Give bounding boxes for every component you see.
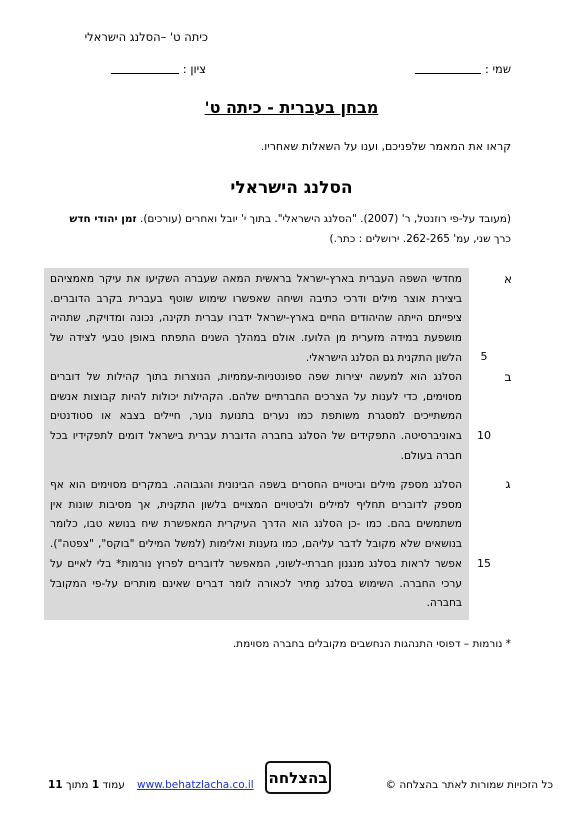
footer-copyright: כל הזכויות שמורות לאתר בהצלחה © xyxy=(385,779,553,791)
line-number-5: 5 xyxy=(480,350,488,363)
exam-title-text: מבחן בעברית - כיתה ט' xyxy=(204,98,379,117)
paragraph-c: הסלנג מספק מילים וביטויים החסרים בשפה הבינונית והגבוהה. במקרים מסוימים הוא אף מספק לדוברים תחליף למילים ולביטויים המצויים בלשון התקנית, אך מסיבות שונות אין משתמשים בהם. כמו -כן הסלנג הוא הדרך העיקרית המאפשרת שיח בנושא טבו, כלומר בנושאים שלא מקובל לדבר עליהם, כמו גזענות ואלימות (למשל המילים "בוקס", "צפטה"). אפשר לראות בסלנג מנגנון חברתי-לשוני, המאפשר לדוברים לפרוץ נורמות* בלי לאיים על ערכי החברה. השימוש בסלנג מַתיר לכאורה לומר דברים שאינם מותרים על-פי המקובל בחברה. xyxy=(50,479,462,610)
source-book-title: זמן יהודי חדש xyxy=(69,213,137,225)
name-field-row xyxy=(412,62,511,76)
paragraph-a: מחדשי השפה העברית בארץ-ישראל בראשית המאה שעברה השקיעו את עיקר מאמציהם ביצירת אוצר מילים ודרכי כתיבה ושיחה שאפשרו שימוש שוטף בעברית בקרב הדוברים. ציפייתם הייתה שהיהודים החיים בארץ-ישראל ידברו עברית תקינה, נכונה ומדויקת, שתהיה מושפעת במידה מזערית מן הלועז. אולם במהלך השנים התפתח באופן טבעי לצידה של הלשון התקנית גם הסלנג הישראלי. xyxy=(50,273,462,364)
behatzlacha-logo: בהצלחה xyxy=(265,761,331,794)
page-word: עמוד xyxy=(102,779,125,791)
page-of: מתוך xyxy=(65,779,89,791)
grade-blank-line xyxy=(111,62,179,74)
exam-title xyxy=(0,98,583,117)
line-number-15: 15 xyxy=(477,557,491,570)
article-body xyxy=(44,268,469,620)
site-link[interactable]: www.behatzlacha.co.il xyxy=(137,779,254,791)
header-title: כיתה ט' –הסלנג הישראלי xyxy=(84,30,208,44)
article-title: הסלנג הישראלי xyxy=(230,178,353,198)
page-total: 11 xyxy=(48,779,63,791)
paragraph-b: הסלנג הוא למעשה יצירות שפה ספונטניות-עממיות, הנוצרות בתוך קהילות של דוברים מסוימים, כדי לענות על הצרכים החברתיים שלהם. הקהילות יכולות להיות קבוצות אנשים המשתייכים למסגרת משותפת כמו נערים בתנועת נוער, חיילים בצבא או סטודנטים באוניברסיטה. התפקידים של הסלנג בחברה הדוברת עברית בישראל דומים לתפקידיו בכל חברה בעולם. xyxy=(50,371,462,462)
name-blank-line xyxy=(415,62,481,74)
article-source xyxy=(66,209,511,249)
paragraph-letter-b: ב xyxy=(504,370,512,384)
source-line-1: (מעובד על-פי רוזנטל, ר' (2007). "הסלנג הישראלי". בתוך י' יובל ואחרים (עורכים). xyxy=(139,213,511,225)
paragraph-letter-a: א xyxy=(503,272,513,286)
source-line-2: כרך שני, עמ' 262-265. ירושלים : כתר.) xyxy=(329,233,511,245)
page-indicator xyxy=(48,779,125,791)
paragraph-letter-c: ג xyxy=(505,477,511,491)
grade-label: ציון : xyxy=(182,62,206,76)
name-label: שמי : xyxy=(484,62,511,76)
instructions: קראו את המאמר שלפניכם, וענו על השאלות שאחריו. xyxy=(260,140,511,153)
page-current: 1 xyxy=(91,779,100,791)
footnote: * נורמות – דפוסי התנהגות הנחשבים מקובלים בחברה מסוימת. xyxy=(232,638,511,650)
grade-field-row xyxy=(108,62,206,76)
line-number-10: 10 xyxy=(477,429,491,442)
